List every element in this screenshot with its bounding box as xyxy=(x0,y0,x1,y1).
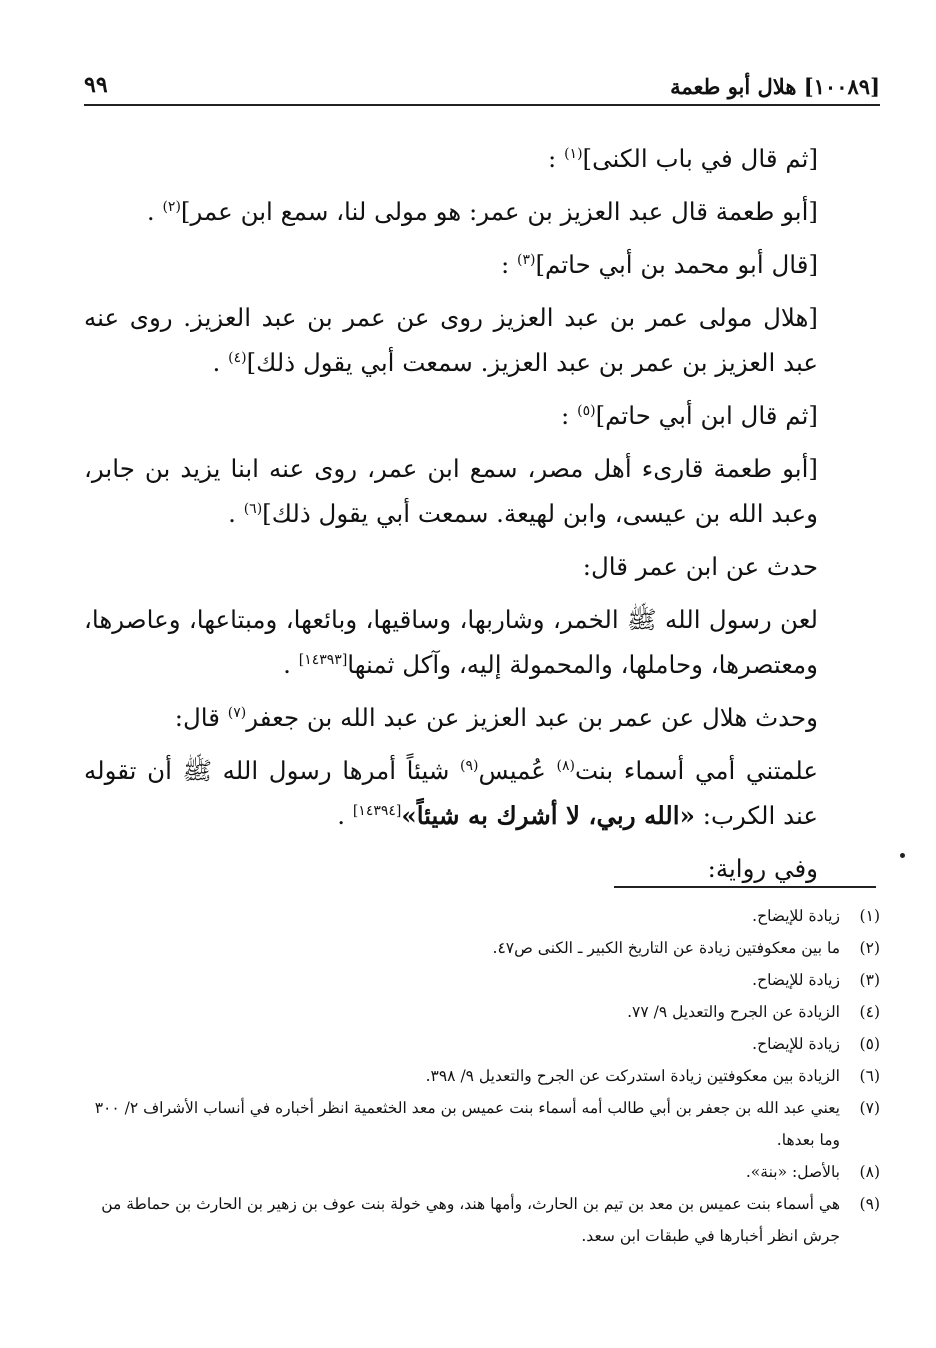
footnote: (٧) يعني عبد الله بن جعفر بن أبي طالب أمه أسماء بنت عميس بن معد الخثعمية انظر أخباره في أنساب الأشراف ٢/ ٣٠٠ وما بعدها. xyxy=(94,1099,880,1149)
hadith-quote: «الله ربي، لا أشرك به شيئاً» xyxy=(401,801,695,830)
footnotes xyxy=(84,900,880,1252)
footnote-ref: (٤) xyxy=(228,349,247,366)
footnote-ref: (٣) xyxy=(517,251,536,268)
footnote-ref: (١) xyxy=(564,145,583,162)
paragraph: وحدث هلال عن عمر بن عبد العزيز عن عبد الله بن جعفر$^{(٧)}$ قال: xyxy=(174,703,818,732)
paragraph: حدث عن ابن عمر قال: xyxy=(582,552,818,581)
footnote-ref: (٥) xyxy=(577,402,596,419)
paragraph: [هلال مولى عمر بن عبد العزيز روى عن عمر بن عبد العزيز. روى عنه عبد العزيز بن عمر بن عبد العزيز. سمعت أبي يقول ذلك]$^{(٤)}$ . xyxy=(84,303,818,377)
paragraph: لعن رسول الله ﷺ الخمر، وشاربها، وساقيها، وبائعها، ومبتاعها، وعاصرها، ومعتصرها، وحاملها، والمحمولة إليه، وآكل ثمنها[١٤٣٩٣] . xyxy=(84,605,818,679)
hadith-number: [١٤٣٩٤] xyxy=(352,802,402,819)
footnote: (٦) الزيادة بين معكوفتين زيادة استدركت عن الجرح والتعديل ٩/ ٣٩٨. xyxy=(425,1067,880,1085)
footnote: (٢) ما بين معكوفتين زيادة عن التاريخ الكبير ـ الكنى ص٤٧. xyxy=(492,939,880,957)
footnote: (٤) الزيادة عن الجرح والتعديل ٩/ ٧٧. xyxy=(627,1003,880,1021)
footnote-ref: (٦) xyxy=(243,500,263,517)
page-header xyxy=(84,68,880,106)
page-number: ٩٩ xyxy=(84,72,108,98)
footnote-ref: (٩) xyxy=(460,757,479,774)
footnote-ref: (٧) xyxy=(227,704,247,721)
closing-line: وفي رواية: xyxy=(707,854,818,883)
footnote-ref: (٨) xyxy=(556,757,575,774)
paragraph: [أبو طعمة قارىء أهل مصر، سمع ابن عمر، روى عنه ابنا يزيد بن جابر، وعبد الله بن عيسى، وابن لهيعة. سمعت أبي يقول ذلك]$^{(٦)}$ . xyxy=(84,454,818,528)
main-text xyxy=(84,136,880,899)
paragraph: [قال أبو محمد بن أبي حاتم]$^{(٣)}$ : xyxy=(500,250,818,279)
running-title: [١٠٠٨٩] هلال أبو طعمة xyxy=(670,74,880,99)
margin-dot xyxy=(900,853,905,858)
footnote: (٨) بالأصل: «بنة». xyxy=(745,1163,880,1181)
hadith-paragraph: علمتني أمي أسماء بنت$^{(٨)}$ عُميس$^{(٩)}$ شيئاً أمرها رسول الله ﷺ أن تقوله عند الكرب: «الله ربي، لا أشرك به شيئاً»[١٤٣٩٤] . xyxy=(84,756,818,830)
footnote: (٩) هي أسماء بنت عميس بن معد بن تيم بن الحارث، وأمها هند، وهي خولة بنت عوف بن زهير بن الحارث بن حماطة من جرش انظر أخبارها في طبقات ابن سعد. xyxy=(101,1195,880,1245)
paragraph: [أبو طعمة قال عبد العزيز بن عمر: هو مولى لنا، سمع ابن عمر]$^{(٢)}$ . xyxy=(146,197,818,226)
paragraph: [ثم قال ابن أبي حاتم]$^{(٥)}$ : xyxy=(561,401,818,430)
footnote-ref: (٢) xyxy=(162,198,181,215)
footnote-separator xyxy=(614,886,876,888)
footnote: (٣) زيادة للإيضاح. xyxy=(752,971,880,989)
paragraph: [ثم قال في باب الكنى]$^{(١)}$ : xyxy=(548,144,818,173)
hadith-number: [١٤٣٩٣] xyxy=(298,651,348,668)
footnote: (٥) زيادة للإيضاح. xyxy=(752,1035,880,1053)
footnote: (١) زيادة للإيضاح. xyxy=(752,907,880,925)
